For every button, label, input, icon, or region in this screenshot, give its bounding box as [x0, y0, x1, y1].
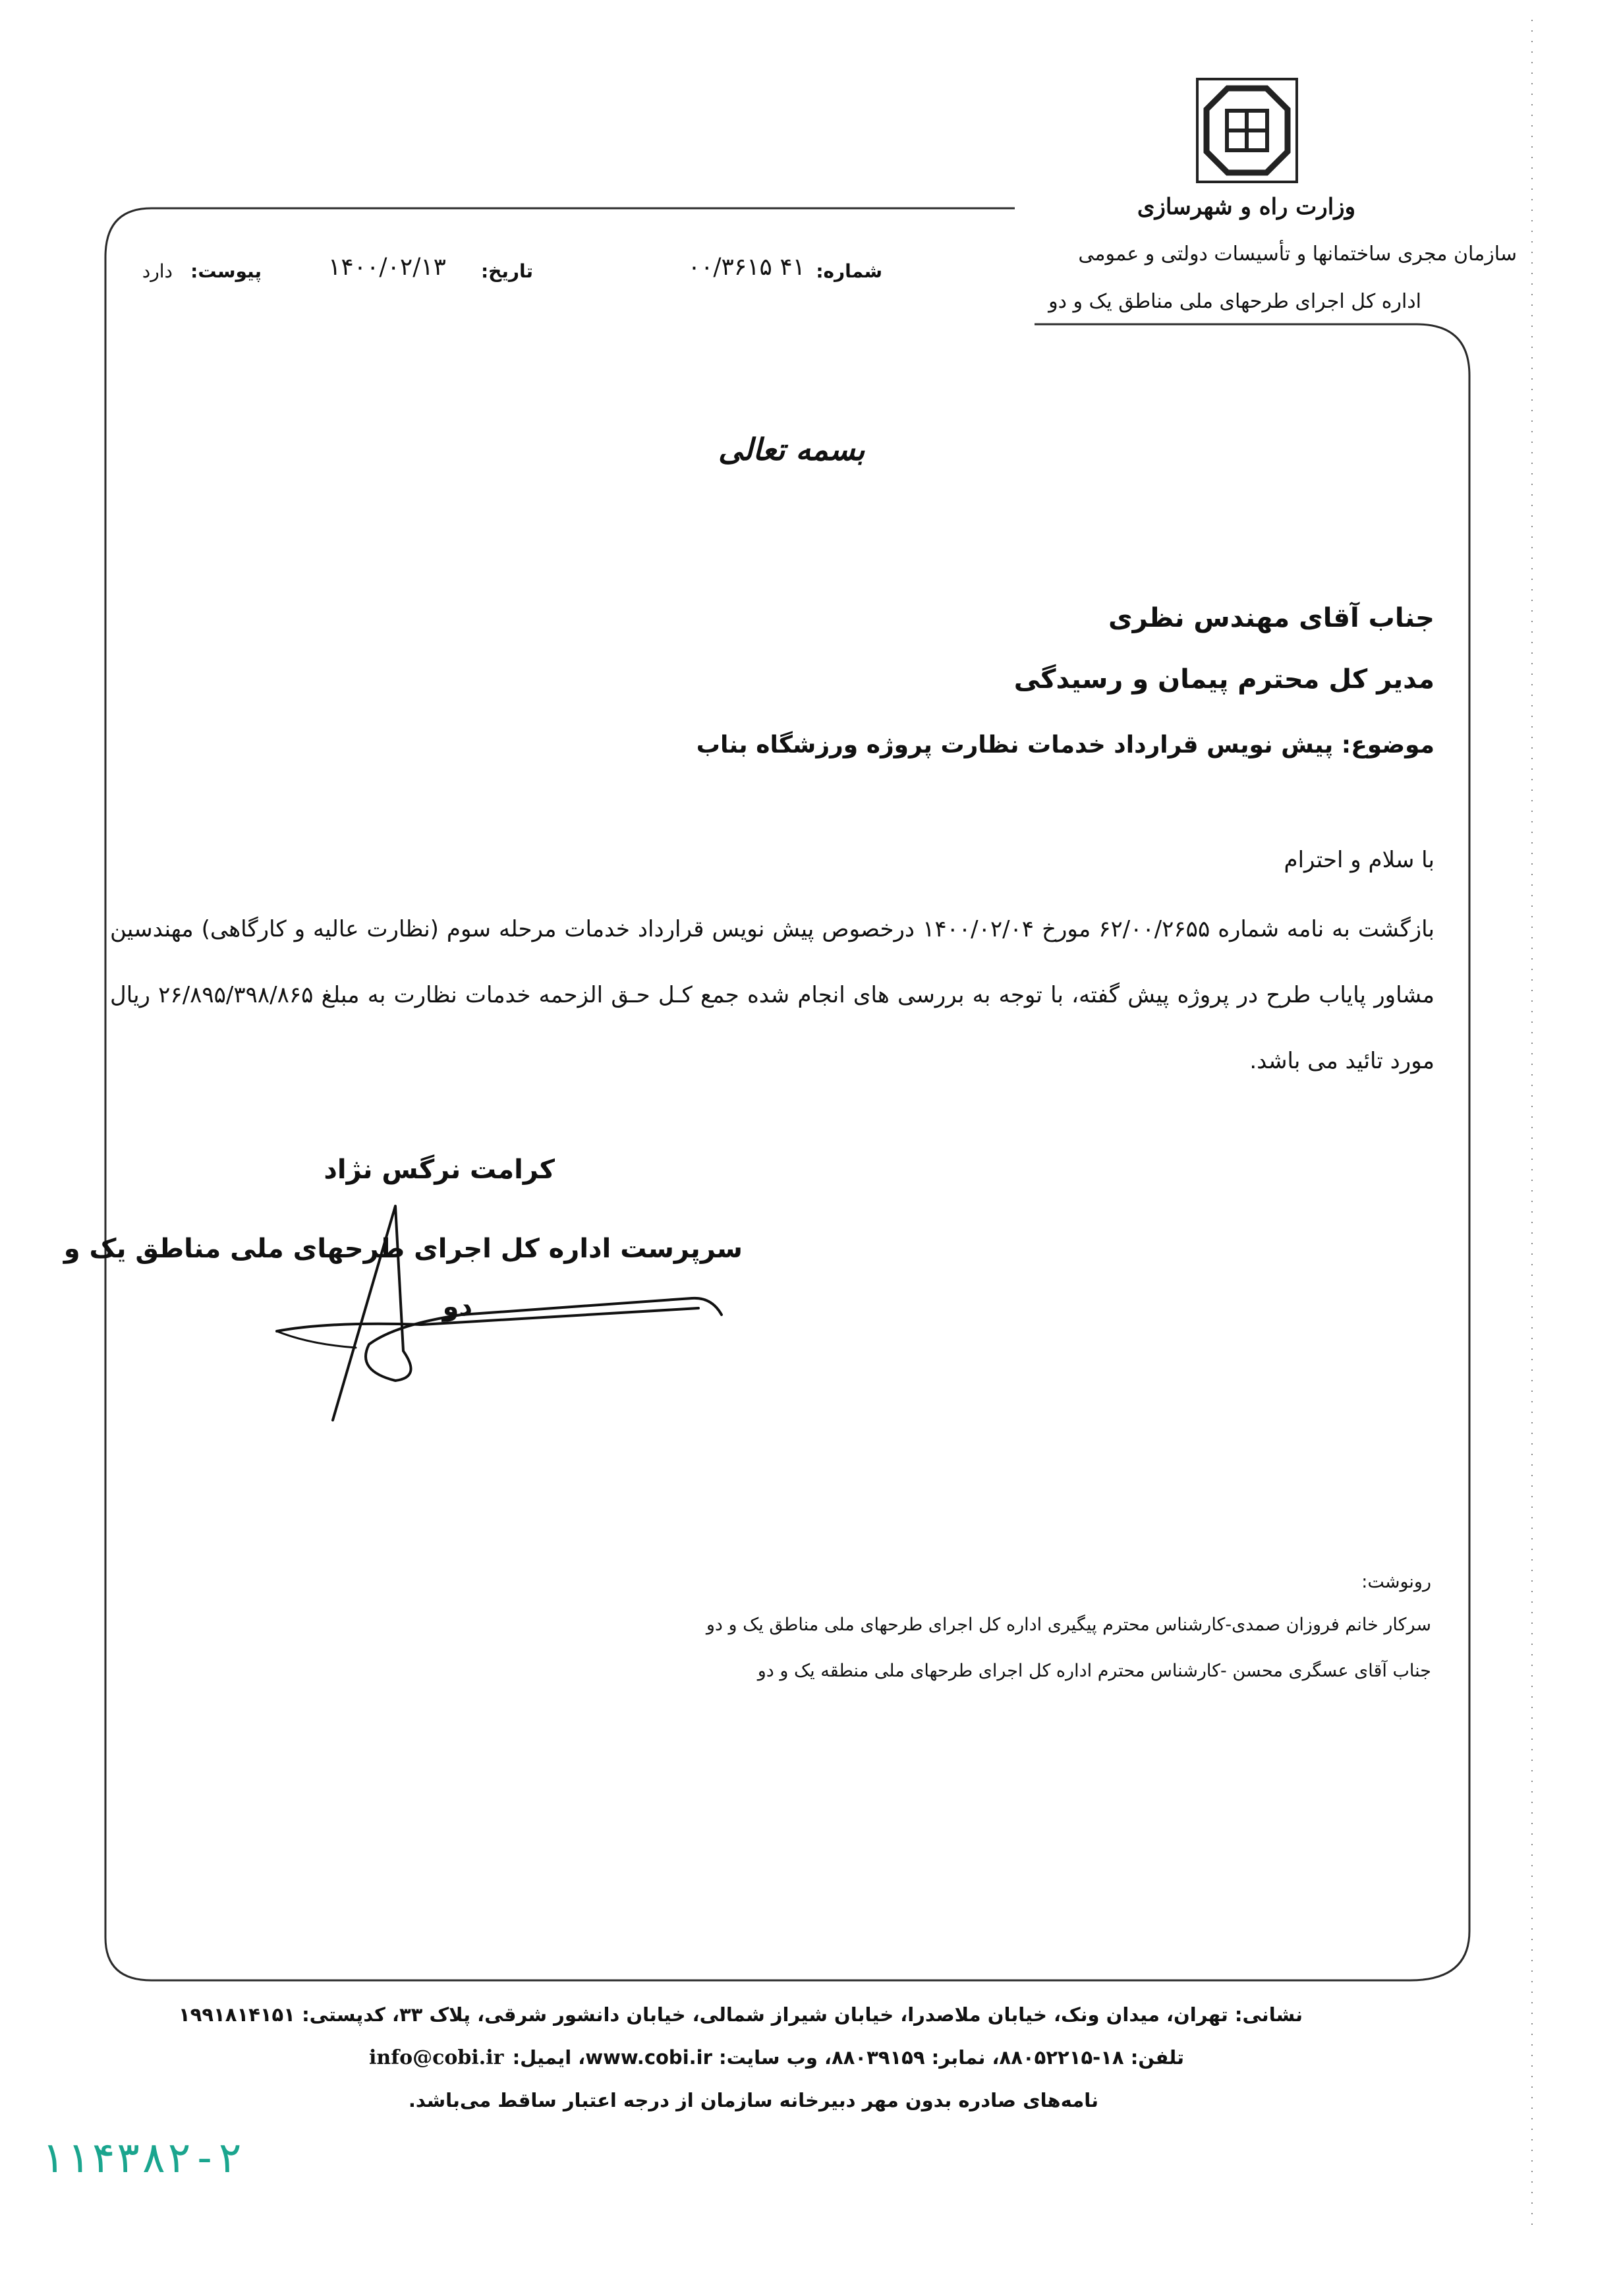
basmala-heading: بسمه تعالی: [718, 432, 865, 467]
addressee-title: مدیر کل محترم پیمان و رسیدگی: [1013, 664, 1434, 695]
attachment-label: پیوست:: [190, 260, 262, 282]
footer-contact: تلفن: ۱۸-۸۸۰۵۲۲۱۵، نمابر: ۸۸۰۳۹۱۵۹، وب سایت: www.cobi.ir، ایمیل:: [512, 2046, 1184, 2069]
ministry-name: وزارت راه و شهرسازی: [1137, 194, 1355, 220]
date-label: تاریخ:: [480, 260, 533, 282]
addressee-name: جناب آقای مهندس نظری: [1108, 603, 1434, 633]
footer-note: نامه‌های صادره بدون مهر دبیرخانه سازمان از درجه اعتبار ساقط می‌باشد.: [408, 2089, 1098, 2111]
letter-subject: موضوع: پیش نویس قرارداد خدمات نظارت پروژه ورزشگاه بناب: [696, 732, 1434, 759]
handwritten-code: ۱۱۴۳۸۲-۲: [40, 2134, 243, 2183]
cc-recipient: جناب آقای عسگری محسن -کارشناس محترم اداره کل اجرای طرحهای ملی منطقه یک و دو: [757, 1661, 1431, 1681]
letter-date: ۱۴۰۰/۰۲/۱۳: [328, 254, 446, 281]
cc-recipient: سرکار خانم فروزان صمدی-کارشناس محترم پیگیری اداره کل اجرای طرحهای ملی مناطق یک و دو: [706, 1615, 1431, 1635]
signer-name: کرامت نرگس نژاد: [324, 1155, 555, 1185]
signer-title-continued: دو: [442, 1292, 472, 1322]
footer-address: نشانی: تهران، میدان ونک، خیابان ملاصدرا، خیابان شیراز شمالی، خیابان دانشور شرقی، پلاک ۳۳، کدپستی: ۱۹۹۱۸۱۴۱۵۱: [178, 2003, 1303, 2026]
department-name: اداره کل اجرای طرحهای ملی مناطق یک و دو: [1048, 290, 1421, 313]
signer-title: سرپرست اداره کل اجرای طرحهای ملی مناطق یک و: [63, 1234, 743, 1264]
footer-email: info@cobi.ir: [369, 2046, 504, 2069]
organization-name: سازمان مجری ساختمانها و تأسیسات دولتی و عمومی: [1078, 243, 1517, 266]
cc-label: رونوشت:: [1361, 1572, 1431, 1592]
greeting: با سلام و احترام: [1284, 847, 1434, 873]
attachment-value: دارد: [142, 260, 173, 282]
letter-body: بازگشت به نامه شماره ۶۲/۰۰/۲۶۵۵ مورخ ۱۴۰۰/۰۲/۰۴ درخصوص پیش نویس قرارداد خدمات مرحله سوم (نظارت عالیه و کارگاهی) مهندسین مشاور پایاب طرح در پروژه پیش گفته، با توجه به بررسی های انجام شده جمع کـل حـق الزحمه خدمات نظارت به مبلغ ۲۶/۸۹۵/۳۹۸/۸۶۵ ریال مورد تائید می باشد.: [110, 916, 1434, 1074]
number-label: شماره:: [816, 260, 882, 282]
letter-number: ۰۰/۳۶۱۵ ۴۱: [687, 254, 805, 281]
